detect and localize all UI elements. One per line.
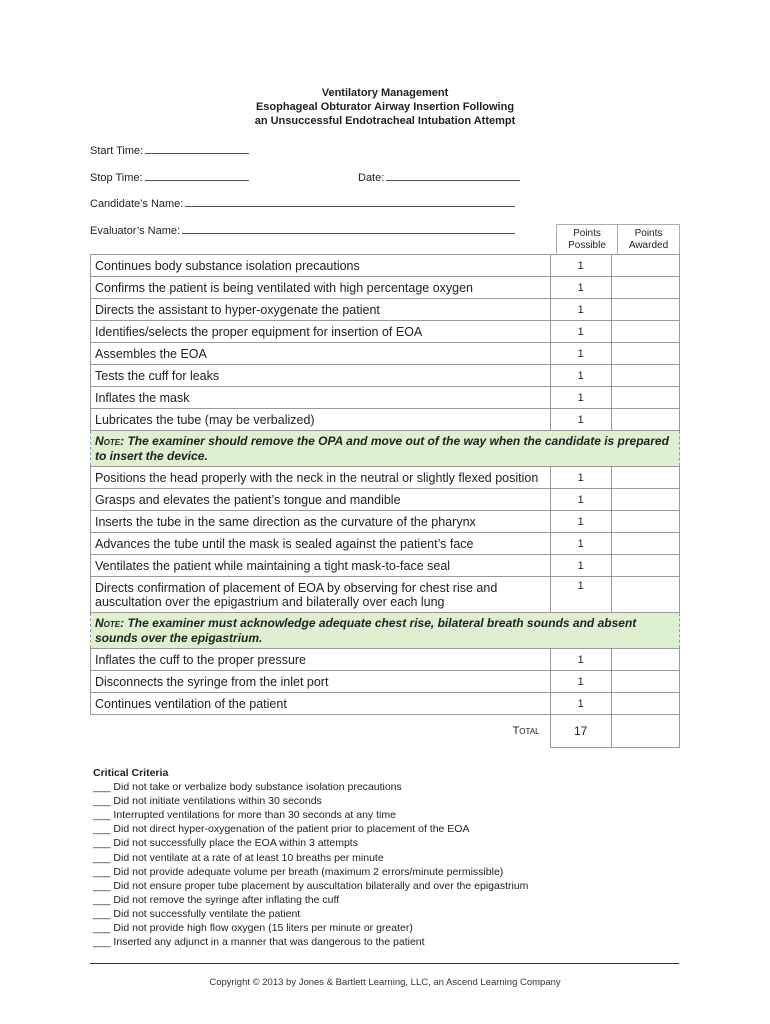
critical-item[interactable]: ___ Did not provide high flow oxygen (15 liters per minute or greater): [93, 922, 413, 935]
points-awarded-cell[interactable]: [611, 533, 679, 555]
critical-item[interactable]: ___ Did not provide adequate volume per breath (maximum 2 errors/minute permissible): [93, 865, 504, 878]
total-possible-value: 17: [550, 715, 611, 748]
points-awarded-cell[interactable]: [611, 277, 679, 299]
examiner-note: [91, 613, 680, 649]
step-label: Directs confirmation of placement of EOA by observing for chest rise and auscultation over the epigastrium and bilaterally over each lung: [91, 577, 551, 613]
step-label: Inflates the cuff to the proper pressure: [91, 649, 551, 671]
step-label: Disconnects the syringe from the inlet port: [91, 671, 551, 693]
examiner-note: [91, 431, 680, 467]
points-possible-value: 1: [550, 255, 611, 277]
note-text: The examiner must acknowledge adequate chest rise, bilateral breath sounds and absent sounds over the epigastrium.: [95, 615, 637, 645]
date-field[interactable]: [358, 170, 520, 184]
points-possible-value: 1: [550, 387, 611, 409]
note-prefix: Note:: [95, 615, 125, 630]
date-line[interactable]: [386, 170, 520, 181]
critical-item[interactable]: ___ Did not successfully ventilate the patient: [93, 907, 301, 920]
step-label: Continues body substance isolation precautions: [91, 255, 551, 277]
step-label: Confirms the patient is being ventilated with high percentage oxygen: [91, 277, 551, 299]
points-awarded-cell[interactable]: [611, 255, 679, 277]
points-possible-value: 1: [550, 467, 611, 489]
start-time-label: Start Time:: [90, 145, 144, 157]
date-label: Date:: [358, 172, 385, 184]
table-row: [91, 321, 680, 343]
critical-criteria: [93, 766, 528, 949]
points-possible-value: 1: [550, 577, 611, 613]
points-awarded-cell[interactable]: [611, 649, 679, 671]
step-label: Inserts the tube in the same direction as the curvature of the pharynx: [91, 511, 551, 533]
step-label: Grasps and elevates the patient’s tongue and mandible: [91, 489, 551, 511]
points-awarded-cell[interactable]: [611, 489, 679, 511]
total-awarded-cell[interactable]: [611, 715, 679, 748]
total-label-text: Total: [512, 725, 540, 738]
step-label: Continues ventilation of the patient: [91, 693, 551, 715]
step-label: Assembles the EOA: [91, 343, 551, 365]
points-awarded-cell[interactable]: [611, 671, 679, 693]
step-label: Positions the head properly with the neck in the neutral or slightly flexed position: [91, 467, 551, 489]
candidate-name-field[interactable]: [90, 196, 515, 210]
critical-item[interactable]: ___ Inserted any adjunct in a manner that was dangerous to the patient: [93, 936, 425, 949]
points-possible-header: Points Possible: [556, 224, 618, 254]
total-row: [91, 715, 680, 748]
table-row: [91, 577, 680, 613]
points-awarded-header: Points Awarded: [617, 224, 680, 254]
critical-item[interactable]: ___ Did not remove the syringe after inflating the cuff: [93, 893, 340, 906]
footer-divider: [90, 963, 679, 964]
points-awarded-cell[interactable]: [611, 387, 679, 409]
points-possible-value: 1: [550, 533, 611, 555]
step-label: Identifies/selects the proper equipment for insertion of EOA: [91, 321, 551, 343]
evaluator-name-field[interactable]: [90, 223, 515, 237]
critical-item[interactable]: ___ Did not ventilate at a rate of at least 10 breaths per minute: [93, 851, 384, 864]
table-row: [91, 671, 680, 693]
critical-item[interactable]: ___ Did not take or verbalize body substance isolation precautions: [93, 781, 402, 794]
points-possible-value: 1: [550, 343, 611, 365]
stop-time-line[interactable]: [145, 170, 249, 181]
step-label: Lubricates the tube (may be verbalized): [91, 409, 551, 431]
table-row: [91, 533, 680, 555]
points-possible-value: 1: [550, 671, 611, 693]
stop-time-field[interactable]: [90, 170, 249, 184]
critical-item[interactable]: ___ Did not successfully place the EOA within 3 attempts: [93, 837, 358, 850]
table-row: [91, 467, 680, 489]
table-row: [91, 409, 680, 431]
table-row: [91, 649, 680, 671]
points-awarded-cell[interactable]: [611, 343, 679, 365]
points-awarded-cell[interactable]: [611, 555, 679, 577]
evaluator-name-label: Evaluator’s Name:: [90, 225, 181, 237]
critical-item[interactable]: ___ Did not initiate ventilations within 30 seconds: [93, 795, 322, 808]
title-line-2: Esophageal Obturator Airway Insertion Following: [255, 101, 515, 113]
total-label: [91, 715, 551, 748]
points-awarded-cell[interactable]: [611, 409, 679, 431]
table-row: [91, 511, 680, 533]
critical-item[interactable]: ___ Did not ensure proper tube placement by auscultation bilaterally and over the epigastrium: [93, 879, 529, 892]
table-row: [91, 299, 680, 321]
points-awarded-cell[interactable]: [611, 321, 679, 343]
table-row: [91, 387, 680, 409]
points-possible-value: 1: [550, 511, 611, 533]
points-possible-value: 1: [550, 555, 611, 577]
table-row: [91, 277, 680, 299]
points-awarded-cell[interactable]: [611, 467, 679, 489]
points-possible-value: 1: [550, 299, 611, 321]
table-row: [91, 489, 680, 511]
title-line-3: an Unsuccessful Endotracheal Intubation Attempt: [254, 115, 516, 127]
document-title: [0, 86, 770, 128]
copyright-notice: Copyright © 2013 by Jones & Bartlett Learning, LLC, an Ascend Learning Company: [209, 977, 561, 988]
start-time-line[interactable]: [145, 143, 249, 154]
note-text: The examiner should remove the OPA and move out of the way when the candidate is prepared to insert the device.: [95, 433, 669, 463]
points-possible-value: 1: [550, 489, 611, 511]
points-awarded-cell[interactable]: [611, 693, 679, 715]
points-awarded-cell[interactable]: [611, 365, 679, 387]
step-label: Inflates the mask: [91, 387, 551, 409]
title-line-1: Ventilatory Management: [321, 87, 449, 99]
points-awarded-cell[interactable]: [611, 511, 679, 533]
points-possible-value: 1: [550, 277, 611, 299]
table-row: [91, 693, 680, 715]
table-row: [91, 255, 680, 277]
candidate-name-line[interactable]: [185, 196, 515, 207]
evaluator-name-line[interactable]: [182, 223, 515, 234]
candidate-name-label: Candidate’s Name:: [90, 198, 184, 210]
note-prefix: Note:: [95, 433, 125, 448]
note-row: [91, 613, 680, 649]
table-row: [91, 555, 680, 577]
table-row: [91, 343, 680, 365]
points-possible-value: 1: [550, 365, 611, 387]
start-time-field[interactable]: [90, 143, 249, 157]
points-possible-value: 1: [550, 649, 611, 671]
skill-sheet-table: [90, 254, 680, 748]
step-label: Directs the assistant to hyper-oxygenate the patient: [91, 299, 551, 321]
points-awarded-cell[interactable]: [611, 577, 679, 613]
step-label: Advances the tube until the mask is sealed against the patient’s face: [91, 533, 551, 555]
stop-time-label: Stop Time:: [90, 172, 143, 184]
step-label: Tests the cuff for leaks: [91, 365, 551, 387]
critical-item[interactable]: ___ Interrupted ventilations for more than 30 seconds at any time: [93, 809, 396, 822]
note-row: [91, 431, 680, 467]
step-label: Ventilates the patient while maintaining a tight mask-to-face seal: [91, 555, 551, 577]
points-awarded-cell[interactable]: [611, 299, 679, 321]
points-possible-value: 1: [550, 321, 611, 343]
table-row: [91, 365, 680, 387]
points-possible-value: 1: [550, 409, 611, 431]
critical-item[interactable]: ___ Did not direct hyper-oxygenation of the patient prior to placement of the EOA: [93, 823, 470, 836]
critical-criteria-heading: Critical Criteria: [93, 767, 169, 779]
points-possible-value: 1: [550, 693, 611, 715]
